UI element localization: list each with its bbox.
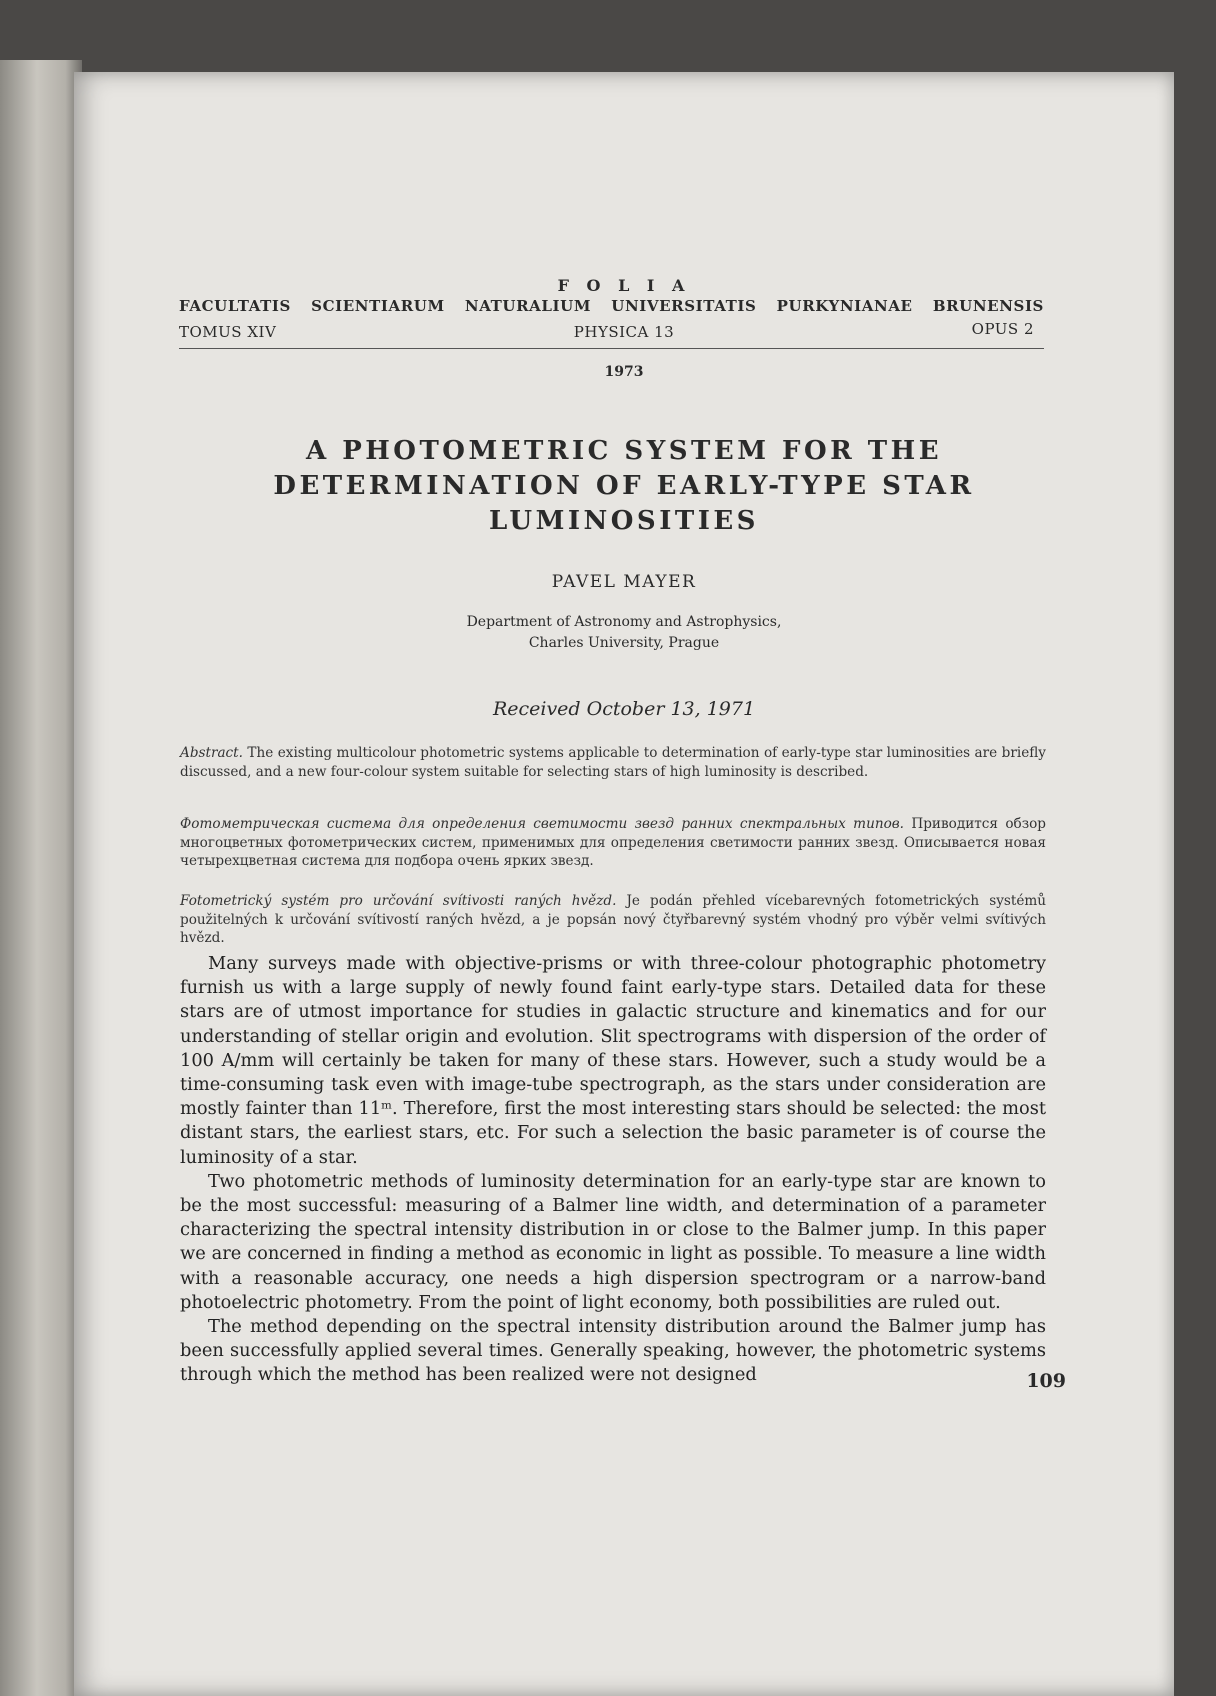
abstract-czech bbox=[180, 892, 1046, 948]
abstract-czech-text: Je podán přehled vícebarevných fotometrických systémů použitelných k určování svítivostí raných hvězd, a je popsán nový čtyřbarevný systém vhodný pro výběr velmi svítivých hvězd. bbox=[180, 893, 1047, 946]
affiliation-line-1: Department of Astronomy and Astrophysics, bbox=[466, 614, 782, 630]
body-paragraph-3: The method depending on the spectral intensity distribution around the Balmer jump has been successfully applied several times. Generally speaking, however, the photometric systems through which the method has been realized were not designed bbox=[180, 1316, 1046, 1386]
affiliation bbox=[74, 612, 1174, 654]
series-label: PHYSICA 13 bbox=[573, 323, 675, 341]
affiliation-line-2: Charles University, Prague bbox=[528, 635, 720, 651]
abstract-english-lead: Abstract. bbox=[180, 745, 243, 761]
faculty-line: FACULTATIS SCIENTIARUM NATURALIUM UNIVERSITATIS PURKYNIANAE BRUNENSIS bbox=[179, 297, 1044, 315]
body-paragraph-1: Many surveys made with objective-prisms or with three-colour photographic photometry furnish us with a large supply of newly found faint early-type stars. Detailed data for these stars are of utmost importance for studies in galactic structure and kinematics and for our understanding of stellar origin and evolution. Slit spectrograms with dispersion of the order of 100 A/mm will certainly be taken for many of these stars. However, such a study would be a time-consuming task even with image-tube spectrograph, as the stars under consideration are mostly fainter than 11ᵐ. Therefore, first the most interesting stars should be selected: the most distant stars, the earliest stars, etc. For such a selection the basic parameter is of course the luminosity of a star. bbox=[180, 953, 1046, 1168]
opus-label: OPUS 2 bbox=[971, 320, 1034, 338]
abstract-english-text: The existing multicolour photometric systems applicable to determination of early-type star luminosities are briefly discussed, and a new four-colour system suitable for selecting stars of high luminosity is described. bbox=[180, 745, 1046, 780]
received-date: Received October 13, 1971 bbox=[492, 698, 756, 720]
body-paragraph-2: Two photometric methods of luminosity determination for an early-type star are known to be the most successful: measuring of a Balmer line width, and determination of a parameter characterizing the spectral intensity distribution in or close to the Balmer jump. In this paper we are concerned in finding a method as economic in light as possible. To measure a line width with a reasonable accuracy, one needs a high dispersion spectrogram or a narrow-band photoelectric photometry. From the point of light economy, both possibilities are ruled out. bbox=[180, 1170, 1046, 1313]
abstract-english bbox=[180, 744, 1046, 781]
journal-page bbox=[74, 72, 1174, 1696]
publication-year: 1973 bbox=[604, 364, 644, 380]
volume-label: TOMUS XIV bbox=[179, 323, 277, 341]
abstract-czech-lead: Fotometrický systém pro určování svítivosti raných hvězd. bbox=[180, 893, 617, 909]
title-line-2: DETERMINATION OF EARLY-TYPE STAR bbox=[273, 471, 975, 501]
author-name: PAVEL MAYER bbox=[551, 572, 697, 592]
journal-name: F O L I A bbox=[557, 276, 691, 295]
page-number: 109 bbox=[1026, 1370, 1066, 1392]
paper-title bbox=[74, 434, 1174, 539]
body-text bbox=[180, 952, 1046, 1388]
title-line-3: LUMINOSITIES bbox=[489, 506, 759, 536]
abstract-russian-text: Приводится обзор многоцветных фотометрических систем, применимых для определения светимости ранних звезд. Описывается новая четырехцветная система для подбора очень ярких звезд. bbox=[180, 816, 1046, 869]
facing-page-edge bbox=[0, 60, 82, 1696]
abstract-russian-lead: Фотометрическая система для определения светимости звезд ранних спектральных типов. bbox=[180, 816, 904, 832]
abstract-russian bbox=[180, 815, 1046, 871]
title-line-1: A PHOTOMETRIC SYSTEM FOR THE bbox=[305, 436, 943, 466]
header-rule bbox=[179, 348, 1044, 349]
